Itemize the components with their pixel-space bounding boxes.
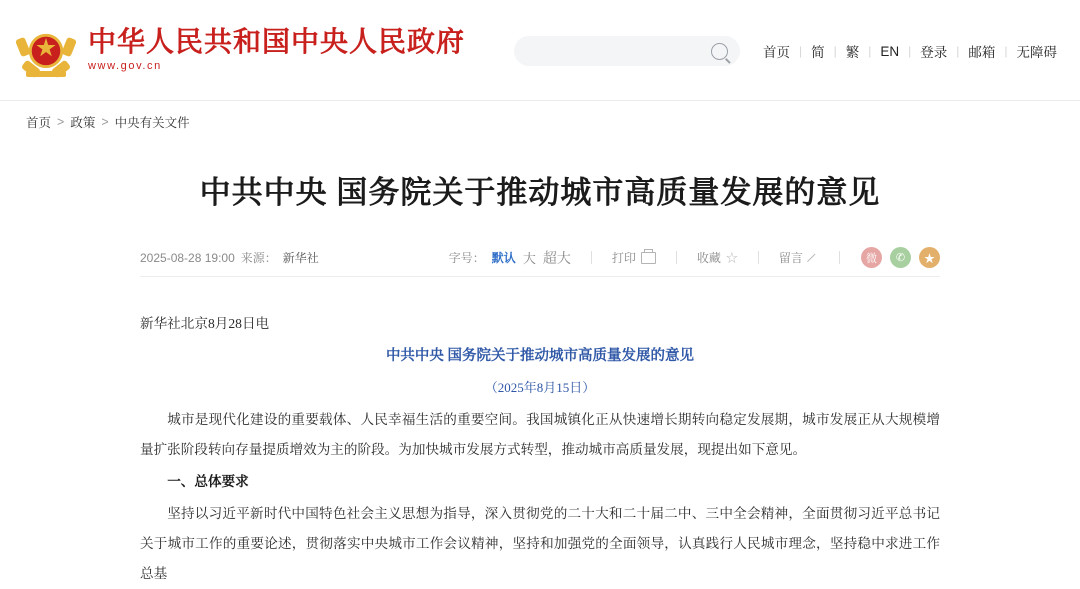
meta-left: [140, 249, 319, 266]
breadcrumb-separator: >: [101, 115, 109, 129]
search-box[interactable]: [514, 36, 740, 66]
site-brand[interactable]: [18, 22, 465, 78]
paragraph: 坚持以习近平新时代中国特色社会主义思想为指导，深入贯彻党的二十大和二十届二中、三中全会精神，全面贯彻习近平总书记关于城市工作的重要论述，贯彻落实中央城市工作会议精神，坚持和加强党的全面领导，认真践行人民城市理念，坚持稳中求进工作总基: [140, 506, 940, 582]
document-inner-title: 中共中央 国务院关于推动城市高质量发展的意见: [385, 348, 695, 365]
nav-item-accessibility[interactable]: 无障碍: [1016, 45, 1057, 60]
breadcrumb: [0, 101, 1080, 143]
meta-divider: [839, 251, 840, 264]
meta-divider: [758, 251, 759, 264]
nav-separator: |: [1004, 44, 1008, 58]
fontsize-label: 字号：: [448, 251, 485, 266]
nav-separator: |: [956, 44, 960, 58]
site-header: [0, 0, 1080, 100]
share-buttons: [861, 247, 940, 268]
top-nav: [754, 41, 1066, 61]
nav-item-simplified[interactable]: 简: [811, 45, 825, 60]
source-label: 来源：: [240, 251, 277, 266]
search-icon[interactable]: [711, 43, 728, 60]
search-input[interactable]: [526, 43, 711, 59]
meta-divider: [591, 251, 592, 264]
favorite-button[interactable]: [697, 249, 738, 266]
comment-button[interactable]: [779, 249, 819, 266]
nav-item-login[interactable]: 登录: [920, 45, 948, 60]
breadcrumb-item-policy[interactable]: 政策: [70, 116, 96, 130]
favorite-star-icon[interactable]: ★: [919, 247, 940, 268]
printer-icon: [641, 252, 656, 264]
dateline: 新华社北京8月28日电: [140, 316, 270, 332]
nav-item-english[interactable]: EN: [880, 43, 900, 59]
nav-separator: |: [908, 44, 912, 58]
weibo-icon[interactable]: 微: [861, 247, 882, 268]
brand-subtitle: www.gov.cn: [88, 60, 162, 73]
nav-separator: |: [833, 44, 837, 58]
breadcrumb-item-central-documents[interactable]: 中央有关文件: [114, 116, 190, 130]
favorite-label: 收藏: [696, 251, 721, 266]
page-title: 中共中央 国务院关于推动城市高质量发展的意见: [199, 175, 881, 210]
article-meta-bar: [140, 239, 940, 277]
nav-separator: |: [868, 44, 872, 58]
paragraph: 城市是现代化建设的重要载体、人民幸福生活的重要空间。我国城镇化正从快速增长期转向稳定发展期，城市发展正从大规模增量扩张阶段转向存量提质增效为主的阶段。为加快城市发展方式转型，推动城市高质量发展，现提出如下意见。: [140, 412, 940, 458]
wechat-icon[interactable]: ✆: [890, 247, 911, 268]
fontsize-big-button[interactable]: 大: [522, 251, 536, 267]
publish-datetime: 2025-08-28 19:00: [140, 250, 235, 265]
article: [140, 173, 940, 589]
star-icon: ☆: [725, 251, 738, 266]
brand-title: 中华人民共和国中央人民政府: [88, 26, 466, 58]
fontsize-controls: [449, 248, 853, 268]
section-heading: 一、总体要求: [167, 474, 249, 490]
comment-label: 留言: [778, 251, 803, 266]
nav-separator: |: [798, 44, 803, 58]
print-button[interactable]: [612, 249, 656, 266]
document-inner-date: （2025年8月15日）: [484, 380, 596, 396]
fontsize-huge-button[interactable]: 超大: [542, 249, 571, 266]
pen-icon: [808, 252, 819, 263]
source-name: 新华社: [282, 251, 319, 266]
breadcrumb-separator: >: [57, 115, 65, 129]
article-body: [140, 309, 940, 589]
fontsize-default-button[interactable]: 默认: [491, 251, 516, 266]
nav-item-traditional[interactable]: 繁: [845, 45, 860, 60]
breadcrumb-item-home[interactable]: 首页: [26, 116, 52, 130]
national-emblem-icon: [18, 22, 74, 78]
nav-item-mail[interactable]: 邮箱: [968, 45, 996, 60]
meta-divider: [676, 251, 677, 264]
nav-item-home[interactable]: 首页: [762, 45, 790, 60]
header-right: [514, 36, 1066, 66]
brand-text: [88, 28, 465, 72]
print-label: 打印: [611, 251, 636, 266]
